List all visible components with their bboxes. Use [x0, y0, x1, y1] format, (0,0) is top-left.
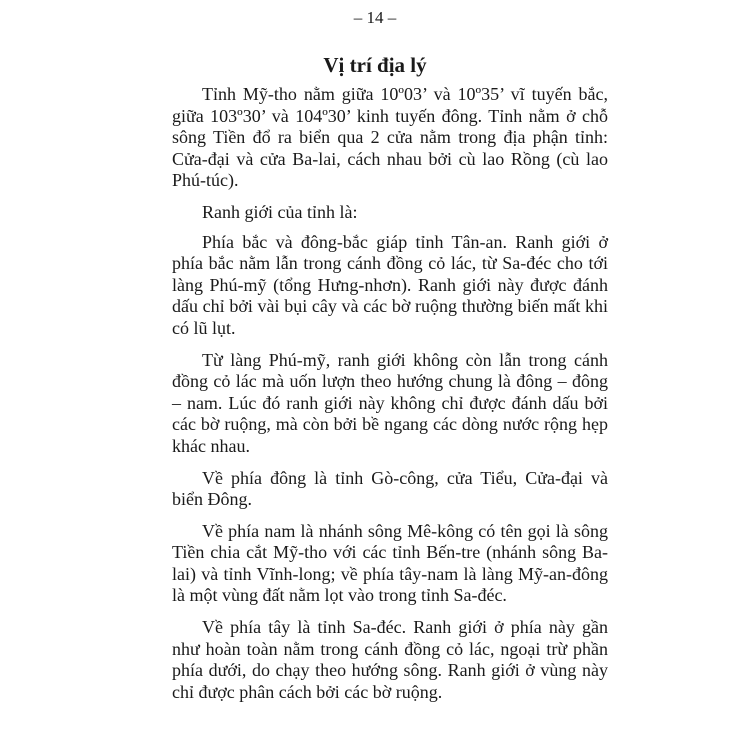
page-title: Vị trí địa lý	[323, 53, 427, 77]
paragraph-east-boundary: Về phía đông là tỉnh Gò-công, cửa Tiểu, Cửa-đại và biển Đông.	[172, 467, 608, 510]
paragraph-west-boundary: Về phía tây là tỉnh Sa-đéc. Ranh giới ở phía này gần như hoàn toàn nằm trong cánh đồng cỏ lác, ngoại trừ phần phía dưới, do chạy theo hướng sông. Ranh giới ở vùng này chỉ được phân cách bởi các bờ ruộng.	[172, 617, 608, 702]
paragraph-north-boundary: Phía bắc và đông-bắc giáp tỉnh Tân-an. Ranh giới ở phía bắc nằm lẫn trong cánh đồng cỏ lác, từ Sa-đéc cho tới làng Phú-mỹ (tổng Hưng-nhơn). Ranh giới này được đánh dấu chỉ bởi vài bụi cây và các bờ ruộng thường biến mất khi có lũ lụt.	[172, 231, 608, 338]
paragraph-coordinates: Tỉnh Mỹ-tho nằm giữa 10º03’ và 10º35’ vĩ tuyến bắc, giữa 103º30’ và 104º30’ kinh tuyến đông. Tỉnh nằm ở chỗ sông Tiền đổ ra biển qua 2 cửa nằm trong địa phận tỉnh: Cửa-đại và cửa Ba-lai, cách nhau bởi cù lao Rồng (cù lao Phú-túc).	[172, 84, 608, 191]
paragraph-boundaries-intro: Ranh giới của tỉnh là:	[202, 201, 358, 222]
paragraph-phu-my-boundary: Từ làng Phú-mỹ, ranh giới không còn lẫn trong cánh đồng cỏ lác mà uốn lượn theo hướng chung là đông – đông – nam. Lúc đó ranh giới này không chỉ được đánh dấu bởi các bờ ruộng, mà còn bởi bề ngang các dòng nước rộng hẹp khác nhau.	[172, 349, 608, 456]
body-text	[172, 84, 608, 713]
page-number: – 14 –	[353, 8, 397, 27]
paragraph-south-boundary: Về phía nam là nhánh sông Mê-kông có tên gọi là sông Tiền chia cắt Mỹ-tho với các tỉnh Bến-tre (nhánh sông Ba-lai) và tỉnh Vĩnh-long; về phía tây-nam là làng Mỹ-an-đông là một vùng đất nằm lọt vào trong tỉnh Sa-đéc.	[172, 520, 608, 606]
